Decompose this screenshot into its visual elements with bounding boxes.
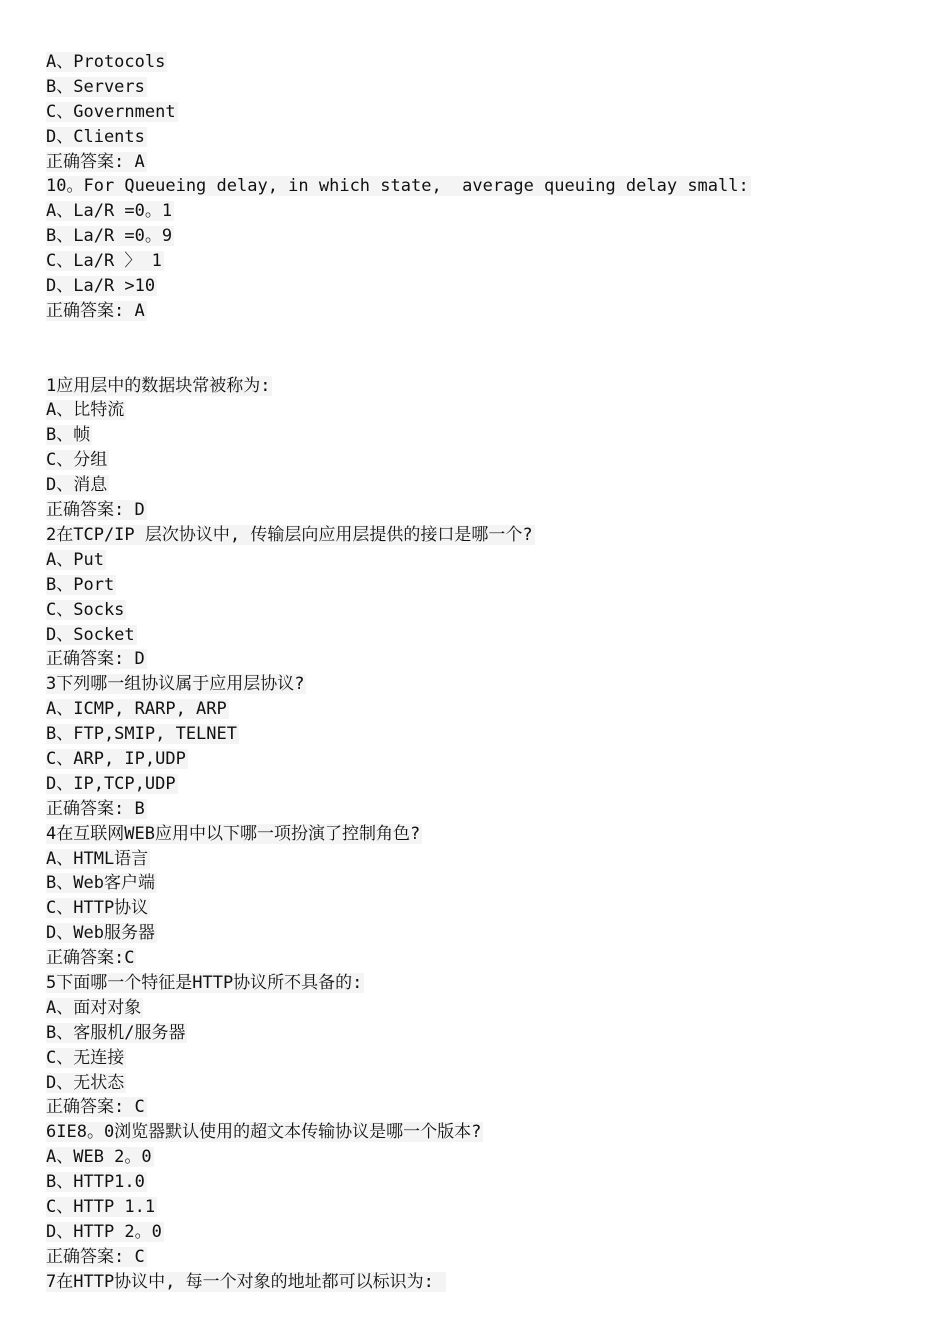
text-line-content: D、消息: [46, 475, 108, 496]
text-line-content: A、HTML语言: [46, 848, 149, 869]
text-line: [46, 772, 926, 797]
text-line-content: D、IP,TCP,UDP: [46, 773, 176, 794]
text-line-content: 正确答案: A: [46, 151, 145, 172]
text-line-content: D、无状态: [46, 1072, 125, 1093]
text-line-content: B、Web客户端: [46, 873, 155, 894]
text-line-content: C、Government: [46, 101, 176, 122]
text-line: [46, 1120, 926, 1145]
text-line-content: D、Socket: [46, 624, 135, 645]
text-line: [46, 50, 926, 75]
text-line-content: 3下列哪一组协议属于应用层协议?: [46, 674, 305, 695]
text-line-content: D、La/R >10: [46, 276, 156, 297]
text-line: [46, 747, 926, 772]
text-line-content: C、分组: [46, 450, 108, 471]
text-line: [46, 1071, 926, 1096]
text-line: [46, 797, 926, 822]
text-line: [46, 150, 926, 175]
text-line: [46, 498, 926, 523]
text-line-content: 正确答案: D: [46, 649, 145, 670]
text-line: [46, 1220, 926, 1245]
text-line-content: 5下面哪一个特征是HTTP协议所不具备的:: [46, 972, 363, 993]
text-line-content: B、客服机/服务器: [46, 1022, 186, 1043]
text-line: [46, 374, 926, 399]
text-line: [46, 1195, 926, 1220]
text-line-content: C、无连接: [46, 1047, 125, 1068]
text-line-content: C、ARP, IP,UDP: [46, 748, 186, 769]
text-line: [46, 523, 926, 548]
text-line-content: 正确答案:C: [46, 948, 135, 969]
text-line: [46, 996, 926, 1021]
text-line-content: 正确答案: C: [46, 1097, 145, 1118]
text-line-content: B、Servers: [46, 76, 145, 97]
text-line-content: A、Protocols: [46, 52, 166, 72]
text-line: [46, 1145, 926, 1170]
text-line-content: 正确答案: B: [46, 798, 145, 819]
text-line: [46, 647, 926, 672]
text-line: [46, 448, 926, 473]
text-line: [46, 921, 926, 946]
text-line: [46, 946, 926, 971]
text-line: [46, 822, 926, 847]
text-line-content: 10。For Queueing delay, in which state, average queuing delay small:: [46, 176, 749, 197]
text-line: [46, 299, 926, 324]
text-line-content: D、Web服务器: [46, 923, 155, 944]
text-line-content: C、HTTP协议: [46, 898, 149, 919]
text-line: [46, 473, 926, 498]
text-line-content: D、Clients: [46, 126, 145, 147]
text-line-content: B、FTP,SMIP, TELNET: [46, 724, 237, 745]
text-line-content: 2在TCP/IP 层次协议中, 传输层向应用层提供的接口是哪一个?: [46, 524, 533, 545]
text-line-content: B、HTTP1.0: [46, 1172, 145, 1193]
text-line-content: C、HTTP 1.1: [46, 1196, 156, 1217]
text-line: [46, 224, 926, 249]
text-line-content: B、Port: [46, 574, 115, 595]
text-line: [46, 1170, 926, 1195]
text-line-content: A、Put: [46, 549, 104, 570]
text-line-content: A、ICMP, RARP, ARP: [46, 699, 227, 720]
text-line-content: 6IE8。0浏览器默认使用的超文本传输协议是哪一个版本?: [46, 1122, 482, 1143]
text-line-content: B、帧: [46, 425, 91, 446]
text-line: [46, 199, 926, 224]
text-line-content: A、La/R =0。1: [46, 201, 173, 222]
question-block-chinese: [46, 374, 926, 1295]
text-line: [46, 274, 926, 299]
text-line: [46, 398, 926, 423]
text-line: [46, 722, 926, 747]
text-line: [46, 871, 926, 896]
text-line: [46, 249, 926, 274]
text-line: [46, 697, 926, 722]
text-line: [46, 896, 926, 921]
text-line-content: D、HTTP 2。0: [46, 1221, 162, 1242]
text-line: [46, 1095, 926, 1120]
text-line: [46, 548, 926, 573]
text-line: [46, 598, 926, 623]
text-line-content: 7在HTTP协议中, 每一个对象的地址都可以标识为:: [46, 1271, 445, 1292]
text-line: [46, 1021, 926, 1046]
text-line-content: 正确答案: A: [46, 300, 145, 321]
text-line-content: 正确答案: C: [46, 1246, 145, 1267]
text-line-content: 1应用层中的数据块常被称为:: [46, 375, 271, 396]
text-line: [46, 1270, 926, 1295]
text-line: [46, 75, 926, 100]
text-line: [46, 100, 926, 125]
text-line-content: C、La/R 〉 1: [46, 251, 162, 272]
text-line-content: A、面对对象: [46, 997, 142, 1018]
text-line-content: A、比特流: [46, 400, 125, 421]
text-line-content: 正确答案: D: [46, 500, 145, 521]
text-line: [46, 573, 926, 598]
text-line: [46, 847, 926, 872]
text-line: [46, 174, 926, 199]
text-line: [46, 672, 926, 697]
text-line-content: B、La/R =0。9: [46, 226, 173, 247]
text-line-content: C、Socks: [46, 599, 125, 620]
text-line: [46, 125, 926, 150]
text-line: [46, 423, 926, 448]
text-line: [46, 1245, 926, 1270]
text-line-content: 4在互联网WEB应用中以下哪一项扮演了控制角色?: [46, 823, 421, 844]
text-line-content: A、WEB 2。0: [46, 1147, 152, 1168]
text-line: [46, 1046, 926, 1071]
document-page: [46, 50, 926, 1295]
section-gap: [46, 324, 926, 374]
question-block-english: [46, 50, 926, 324]
text-line: [46, 623, 926, 648]
text-line: [46, 971, 926, 996]
